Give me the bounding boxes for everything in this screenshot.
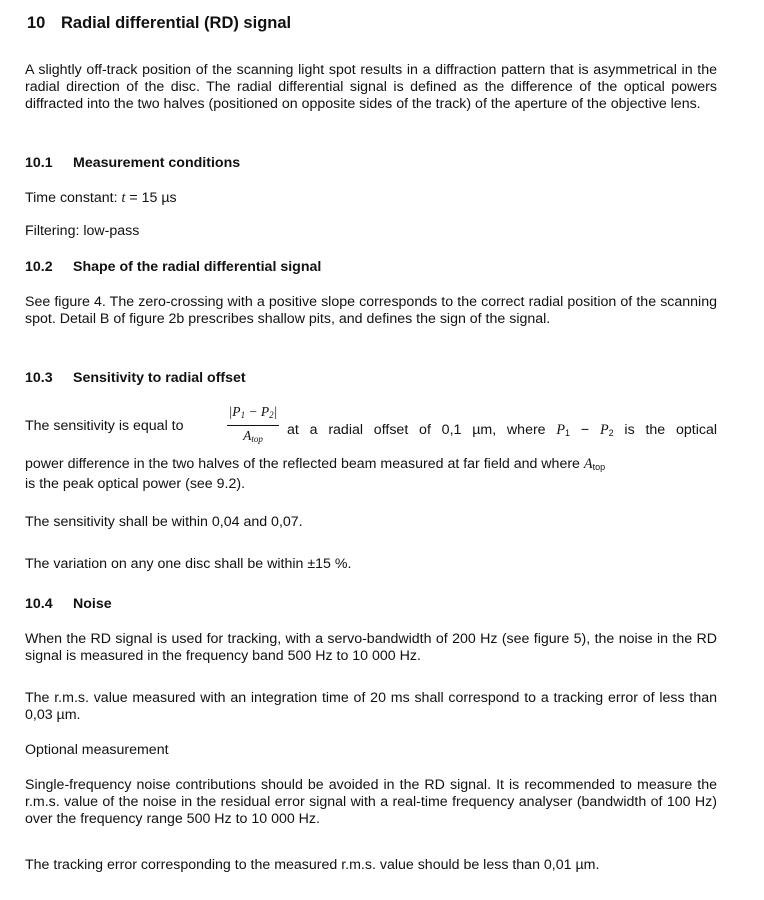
time-constant-label: Time constant: [25,190,122,206]
sensitivity-formula-line [25,404,717,450]
subsection-title: Shape of the radial differential signal [73,259,322,275]
fraction-numerator: $|P_1 - P_2|$ [228,404,278,420]
subsection-heading-10-4 [25,596,112,612]
subsection-number: 10.2 [25,259,53,275]
sensitivity-condition: at a radial offset of 0,1 µm, where $P_1 - P_2$ is the optical [287,422,718,438]
section-heading [27,14,291,33]
time-constant-line [25,190,177,207]
subsection-title: Measurement conditions [73,155,241,171]
subsection-number: 10.4 [25,596,53,612]
sensitivity-variation: The variation on any one disc shall be within ±15 %. [25,556,352,572]
subsection-heading-10-3 [25,370,246,386]
subsection-heading-10-1 [25,155,240,171]
subsection-number: 10.1 [25,155,53,171]
fraction-denominator: $A_{top}$ [243,428,263,444]
time-constant-symbol: t [121,190,126,206]
subsection-heading-10-2 [25,259,321,275]
subsection-number: 10.3 [25,370,53,386]
sensitivity-continuation: power difference in the two halves of the reflected beam measured at far field and where $A_{top}$ is the peak optical power (see 9.2). [25,456,606,492]
sensitivity-range: The sensitivity shall be within 0,04 and 0,07. [25,514,303,530]
subsection-title: Sensitivity to radial offset [73,370,246,386]
noise-paragraph-2: The r.m.s. value measured with an integration time of 20 ms shall correspond to a tracking error of less than 0,03 µm. [25,690,717,723]
section-title: Radial differential (RD) signal [61,14,292,32]
fraction-bar [227,425,279,426]
shape-paragraph: See figure 4. The zero-crossing with a positive slope corresponds to the correct radial position of the scanning spot. Detail B of figure 2b prescribes shallow pits, and defines the sign of the signal. [25,294,717,327]
noise-paragraph-1: When the RD signal is used for tracking, with a servo-bandwidth of 200 Hz (see figure 5), the noise in the RD signal is measured in the frequency band 500 Hz to 10 000 Hz. [25,631,717,664]
filtering-line: Filtering: low-pass [25,223,140,239]
sensitivity-fraction [227,404,279,450]
optional-measurement-label: Optional measurement [25,742,169,758]
subsection-title: Noise [73,596,112,612]
sensitivity-intro: The sensitivity is equal to [25,418,184,434]
time-constant-value: = 15 µs [125,190,177,206]
intro-paragraph: A slightly off-track position of the scanning light spot results in a diffraction pattern that is asymmetrical in the radial direction of the disc. The radial differential signal is defined as the difference of the optical powers diffracted into the two halves (positioned on opposite sides of the track) of the aperture of the objective lens. [25,62,717,112]
noise-paragraph-3: Single-frequency noise contributions should be avoided in the RD signal. It is recommended to measure the r.m.s. value of the noise in the residual error signal with a real-time frequency analyser (bandwidth of 100 Hz) over the frequency range 500 Hz to 10 000 Hz. [25,777,717,827]
section-number: 10 [27,14,46,32]
noise-paragraph-4: The tracking error corresponding to the measured r.m.s. value should be less than 0,01 µm. [25,857,600,873]
